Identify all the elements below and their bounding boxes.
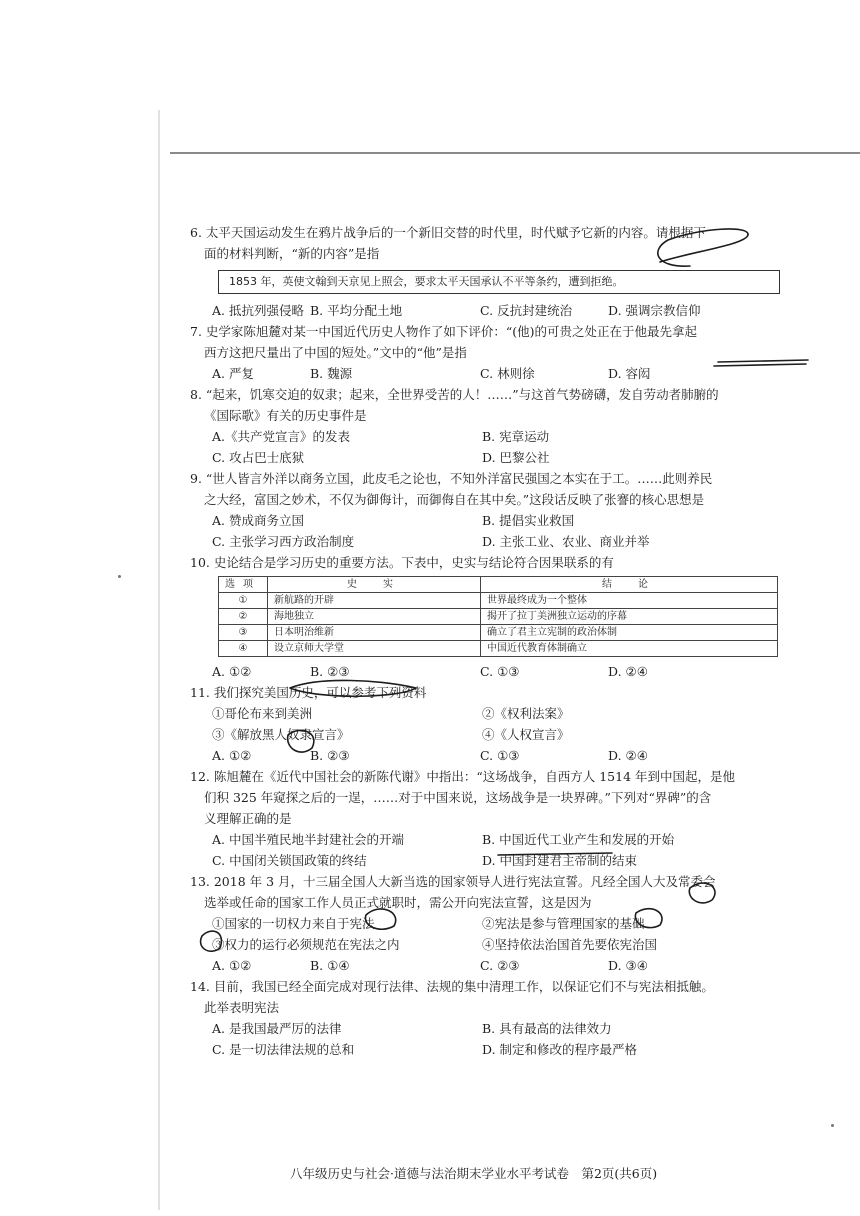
q13-stem-line2: 选举或任命的国家工作人员正式就职时，需公开向宪法宣誓，这是因为 (204, 895, 592, 910)
q10-row3-fact: 日本明治维新 (268, 625, 481, 641)
q10-option-a[interactable]: A. ①② (212, 664, 252, 679)
q13-item-1: ①国家的一切权力来自于宪法 (212, 916, 375, 931)
q10-row4-conclusion: 中国近代教育体制确立 (481, 641, 778, 657)
q13-option-d[interactable]: D. ③④ (608, 958, 648, 973)
q12-option-c[interactable]: C. 中国闭关锁国政策的终结 (212, 853, 367, 868)
q10-stem: 10. 史论结合是学习历史的重要方法。下表中，史实与结论符合因果联系的有 (190, 555, 614, 570)
ink-underline-q12 (498, 853, 612, 855)
q10-option-c[interactable]: C. ①③ (480, 664, 520, 679)
q10-header-option: 选项 (219, 577, 268, 593)
q12-stem-line1: 12. 陈旭麓在《近代中国社会的新陈代谢》中指出：“这场战争，自西方人 1514 年到中国起，是他 (190, 769, 736, 784)
q13-stem-line1: 13. 2018 年 3 月，十三届全国人大新当选的国家领导人进行宪法宣誓。凡经全国人大及常委会 (190, 874, 716, 889)
q11-option-a[interactable]: A. ①② (212, 748, 252, 763)
q10-header-fact: 史 实 (268, 577, 481, 593)
q9-stem-line1: 9. “世人皆言外洋以商务立国，此皮毛之论也，不知外洋富民强国之本实在于工。……此则养民 (190, 471, 713, 486)
q8-option-a[interactable]: A.《共产党宣言》的发表 (212, 429, 351, 444)
q7-option-c[interactable]: C. 林则徐 (480, 366, 535, 381)
q10-row2-option: ② (219, 609, 268, 625)
ink-underline-q7 (718, 360, 808, 362)
q8-option-c[interactable]: C. 攻占巴士底狱 (212, 450, 305, 465)
q10-row3-option: ③ (219, 625, 268, 641)
q14-option-a[interactable]: A. 是我国最严厉的法律 (212, 1021, 342, 1036)
q6-option-a[interactable]: A. 抵抗列强侵略 (212, 303, 304, 318)
q12-option-d[interactable]: D. 中国封建君主帝制的结束 (482, 853, 638, 868)
q14-option-b[interactable]: B. 具有最高的法律效力 (482, 1021, 612, 1036)
ink-circle-q12-b (689, 883, 715, 903)
q14-option-c[interactable]: C. 是一切法律法规的总和 (212, 1042, 355, 1057)
q6-stem-line1: 6. 太平天国运动发生在鸦片战争后的一个新旧交替的时代里，时代赋予它新的内容。请根据下 (190, 225, 706, 240)
ink-circle-q10-row4 (290, 680, 416, 696)
q9-option-a[interactable]: A. 赞成商务立国 (212, 513, 304, 528)
q13-item-3: ③权力的运行必须规范在宪法之内 (212, 937, 400, 952)
q11-item-2: ②《权利法案》 (482, 706, 570, 721)
q14-option-d[interactable]: D. 制定和修改的程序最严格 (482, 1042, 638, 1057)
q8-stem-line2: 《国际歌》有关的历史事件是 (204, 408, 367, 423)
q8-option-b[interactable]: B. 宪章运动 (482, 429, 550, 444)
ink-circle-q12-d (635, 909, 662, 928)
q8-option-d[interactable]: D. 巴黎公社 (482, 450, 550, 465)
q10-row4-fact: 设立京师大学堂 (268, 641, 481, 657)
q11-stem: 11. 我们探究美国历史，可以参考下列资料 (190, 685, 427, 700)
q12-option-b[interactable]: B. 中国近代工业产生和发展的开始 (482, 832, 675, 847)
q7-option-b[interactable]: B. 魏源 (310, 366, 353, 381)
q6-stem-line2: 面的材料判断，“新的内容”是指 (204, 246, 380, 261)
ink-circle-q12-c (365, 909, 395, 929)
q10-row1-fact: 新航路的开辟 (268, 593, 481, 609)
q7-stem-line1: 7. 史学家陈旭麓对某一中国近代历史人物作了如下评价：“(他)的可贵之处正在于他最先拿起 (190, 324, 698, 339)
scan-speck (118, 575, 121, 578)
q11-option-d[interactable]: D. ②④ (608, 748, 648, 763)
q10-row2-conclusion: 揭开了拉丁美洲独立运动的序幕 (481, 609, 778, 625)
q13-option-b[interactable]: B. ①④ (310, 958, 350, 973)
q9-option-c[interactable]: C. 主张学习西方政治制度 (212, 534, 355, 549)
scan-speck (831, 1124, 834, 1127)
ink-oval-q6 (658, 229, 748, 266)
q13-option-a[interactable]: A. ①② (212, 958, 252, 973)
q10-row1-conclusion: 世界最终成为一个整体 (481, 593, 778, 609)
ink-underline-q7-b (714, 364, 806, 366)
q10-row2-fact: 海地独立 (268, 609, 481, 625)
q11-item-4: ④《人权宣言》 (482, 727, 570, 742)
q9-option-b[interactable]: B. 提倡实业救国 (482, 513, 575, 528)
ink-circle-q11 (288, 730, 314, 752)
q9-option-d[interactable]: D. 主张工业、农业、商业并举 (482, 534, 650, 549)
q14-stem-line2: 此举表明宪法 (204, 1000, 280, 1015)
q7-stem-line2: 西方这把尺量出了中国的短处。”文中的“他”是指 (204, 345, 467, 360)
q14-stem-line1: 14. 目前，我国已经全面完成对现行法律、法规的集中清理工作，以保证它们不与宪法相抵触。 (190, 979, 714, 994)
q12-stem-line3: 义理解正确的是 (204, 811, 292, 826)
q10-row1-option: ① (219, 593, 268, 609)
q13-option-c[interactable]: C. ②③ (480, 958, 520, 973)
q12-stem-line2: 们积 325 年窥探之后的一逞，……对于中国来说，这场战争是一块界碑。”下列对“界碑”的含 (204, 790, 712, 805)
q10-header-conclusion: 结 论 (481, 577, 778, 593)
q10-row3-conclusion: 确立了君主立宪制的政治体制 (481, 625, 778, 641)
q7-option-a[interactable]: A. 严复 (212, 366, 254, 381)
q9-stem-line2: 之大经，富国之妙术，不仅为御侮计，而御侮自在其中矣。”这段话反映了张謇的核心思想是 (204, 492, 705, 507)
q6-option-b[interactable]: B. 平均分配土地 (310, 303, 403, 318)
page-footer: 八年级历史与社会·道德与法治期末学业水平考试卷 第2页(共6页) (290, 1166, 658, 1181)
q6-quote-box: 1853 年，英使文翰到天京见上照会，要求太平天国承认不平等条约，遭到拒绝。 (218, 270, 780, 294)
q13-item-4: ④坚持依法治国首先要依宪治国 (482, 937, 658, 952)
q10-option-d[interactable]: D. ②④ (608, 664, 648, 679)
q13-item-2: ②宪法是参与管理国家的基础 (482, 916, 645, 931)
q8-stem-line1: 8. “起来，饥寒交迫的奴隶；起来，全世界受苦的人！……”与这首气势磅礴，发自劳动者肺腑的 (190, 387, 719, 402)
q11-option-c[interactable]: C. ①③ (480, 748, 520, 763)
q11-item-1: ①哥伦布来到美洲 (212, 706, 313, 721)
q12-option-a[interactable]: A. 中国半殖民地半封建社会的开端 (212, 832, 404, 847)
ink-circle-q13-number (201, 931, 222, 951)
q11-item-3: ③《解放黑人奴隶宣言》 (212, 727, 350, 742)
q6-option-c[interactable]: C. 反抗封建统治 (480, 303, 573, 318)
q7-option-d[interactable]: D. 容闳 (608, 366, 651, 381)
q10-row4-option: ④ (219, 641, 268, 657)
q10-option-b[interactable]: B. ②③ (310, 664, 350, 679)
q11-option-b[interactable]: B. ②③ (310, 748, 350, 763)
q6-option-d[interactable]: D. 强调宗教信仰 (608, 303, 701, 318)
